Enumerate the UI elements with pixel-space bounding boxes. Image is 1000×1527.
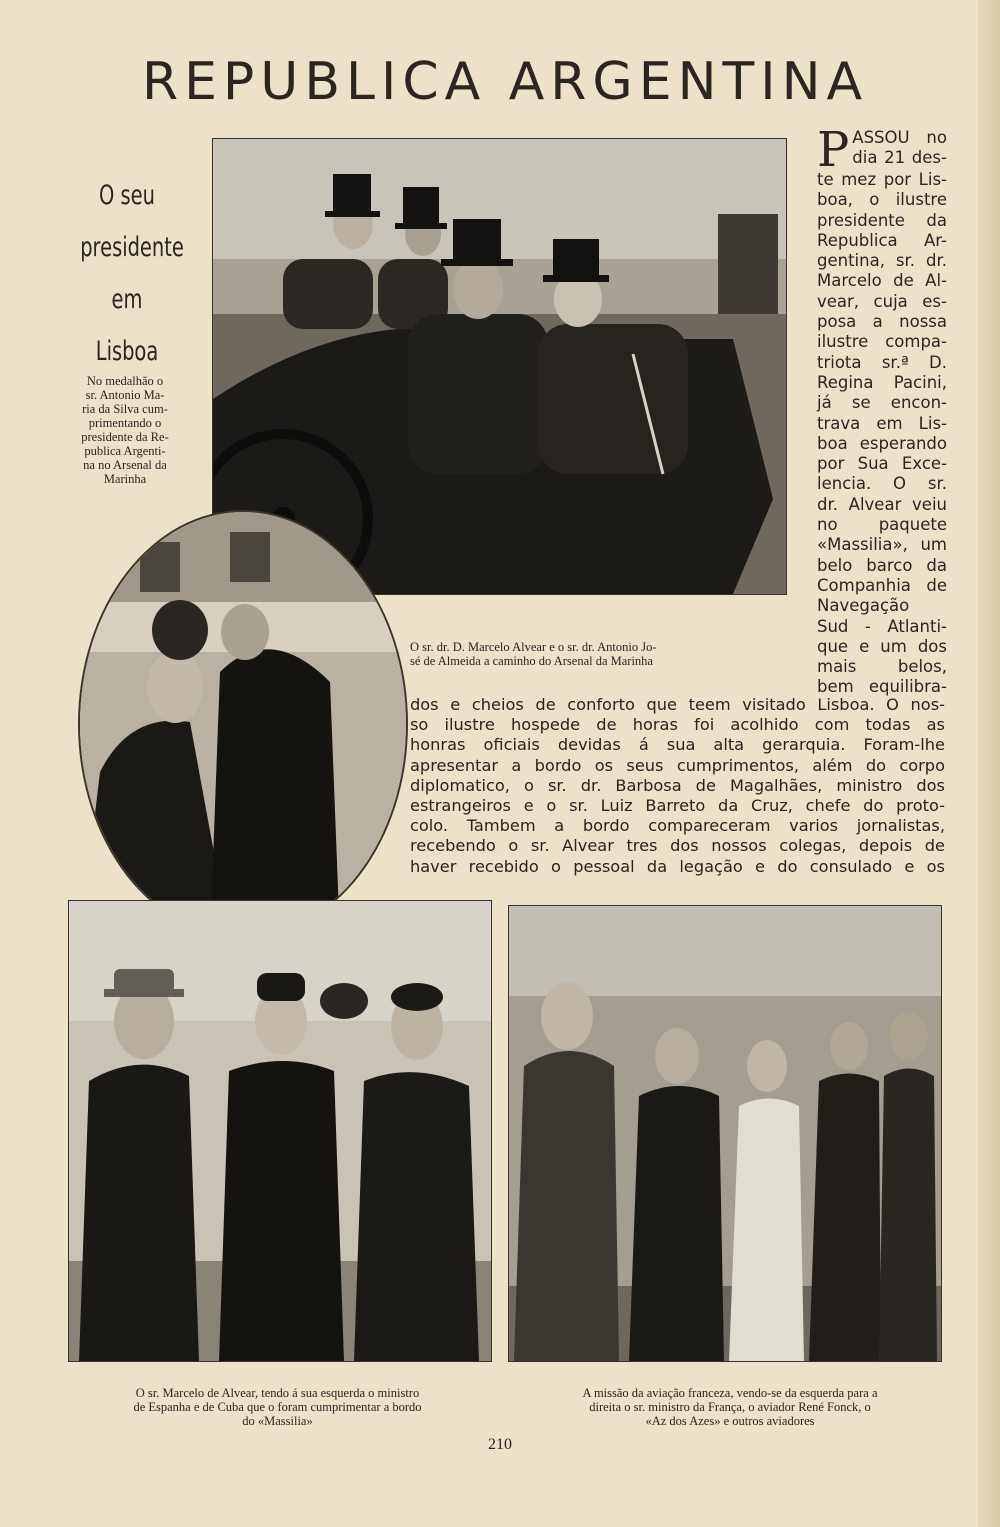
aviators-caption bbox=[515, 1386, 945, 1428]
ministers-photo bbox=[68, 900, 492, 1362]
article-line: diplomatico, o sr. dr. Barbosa de Magalhães, ministro dos bbox=[410, 775, 945, 795]
article-line: Companhia de bbox=[817, 575, 947, 595]
article-line: «Massilia», um bbox=[817, 535, 947, 555]
dropcap: P bbox=[817, 122, 850, 178]
aviators-photo-art bbox=[509, 906, 941, 1361]
article-line: que e um dos bbox=[817, 636, 947, 656]
article-line: lencia. O sr. bbox=[817, 474, 947, 494]
page-edge bbox=[978, 0, 1000, 1527]
article-line: já se encon- bbox=[817, 393, 947, 413]
article-line: no paquete bbox=[817, 515, 947, 535]
article-line: Regina Pacini, bbox=[817, 372, 947, 392]
page-number: 210 bbox=[488, 1436, 512, 1453]
subtitle-line: em Lisboa bbox=[95, 284, 159, 367]
article-line: Republica Ar- bbox=[817, 230, 947, 250]
article-line: Sud - Atlanti- bbox=[817, 616, 947, 636]
article-line: bem equilibra- bbox=[817, 677, 947, 697]
article-line: belo barco da bbox=[817, 555, 947, 575]
caption-line: de Espanha e de Cuba que o foram cumprimentar a bordo bbox=[133, 1400, 422, 1414]
caption-line: ria da Silva cum- bbox=[82, 402, 168, 416]
caption-line: direita o sr. ministro da França, o aviador René Fonck, o bbox=[589, 1400, 871, 1414]
caption-line: na no Arsenal da bbox=[83, 458, 167, 472]
article-line: gentina, sr. dr. bbox=[817, 251, 947, 271]
caption-line: primentando o bbox=[88, 416, 162, 430]
article-line: dos e cheios de conforto que teem visitado Lisboa. O nos- bbox=[410, 695, 945, 714]
article-line: trava em Lis- bbox=[817, 413, 947, 433]
subtitle bbox=[80, 170, 184, 378]
article-line: vear, cuja es- bbox=[817, 291, 947, 311]
aviators-photo bbox=[508, 905, 942, 1362]
article-line: dia 21 des- bbox=[852, 148, 947, 168]
article-line: Marcelo de Al- bbox=[817, 271, 947, 291]
caption-line: publica Argenti- bbox=[84, 444, 166, 458]
article-line: haver recebido o pessoal da legação e do consulado e os bbox=[410, 856, 945, 876]
article-line: dr. Alvear veiu bbox=[817, 494, 947, 514]
article-line: honras oficiais devidas á sua alta gerarquia. Foram-lhe bbox=[410, 735, 945, 755]
article-line: boa esperando bbox=[817, 433, 947, 453]
article-line: recebendo o sr. Alvear tres dos nossos colegas, depois de bbox=[410, 836, 945, 856]
caption-line: Marinha bbox=[103, 472, 147, 486]
carriage-caption bbox=[410, 640, 795, 668]
caption-line: No medalhão o bbox=[86, 374, 164, 388]
article-line: por Sua Exce- bbox=[817, 454, 947, 474]
ministers-caption bbox=[60, 1386, 495, 1428]
article-body bbox=[410, 695, 945, 877]
caption-line: «Az dos Azes» e outros aviadores bbox=[645, 1414, 815, 1428]
medallion-photo-art bbox=[80, 512, 408, 938]
article-line: apresentar a bordo os seus cumprimentos, além do corpo bbox=[410, 755, 945, 775]
page-title: REPUBLICA ARGENTINA bbox=[141, 52, 869, 112]
article-line: presidente da bbox=[817, 210, 947, 230]
medallion-photo bbox=[78, 510, 408, 938]
article-line: colo. Tambem a bordo compareceram varios jornalistas, bbox=[410, 816, 945, 836]
caption-line: O sr. Marcelo de Alvear, tendo á sua esquerda o ministro bbox=[135, 1386, 420, 1400]
article-line: estrangeiros e o sr. Luiz Barreto da Cruz, chefe do proto- bbox=[410, 796, 945, 816]
article-line: ilustre compa- bbox=[817, 332, 947, 352]
caption-line: sé de Almeida a caminho do Arsenal da Marinha bbox=[410, 654, 653, 668]
caption-line: do «Massilia» bbox=[242, 1414, 313, 1428]
article-line: Navegação bbox=[817, 596, 910, 616]
article-line: posa a nossa bbox=[817, 312, 947, 332]
article-line: mais belos, bbox=[817, 657, 947, 677]
caption-line: presidente da Re- bbox=[81, 430, 169, 444]
subtitle-line: presidente bbox=[80, 232, 184, 263]
medallion-caption bbox=[66, 374, 184, 486]
article-line: boa, o ilustre bbox=[817, 190, 947, 210]
caption-line: sr. Antonio Ma- bbox=[85, 388, 165, 402]
article-line: te mez por Lis- bbox=[817, 170, 947, 189]
article-line: ASSOU no bbox=[852, 128, 947, 147]
article-line: so ilustre hospede de horas foi acolhido com todas as bbox=[410, 715, 945, 735]
caption-line: A missão da aviação franceza, vendo-se da esquerda para a bbox=[582, 1386, 878, 1400]
caption-line: O sr. dr. D. Marcelo Alvear e o sr. dr. Antonio Jo- bbox=[410, 640, 657, 654]
subtitle-line: O seu bbox=[99, 180, 155, 211]
ministers-photo-art bbox=[69, 901, 491, 1361]
article-line: triota sr.ª D. bbox=[817, 352, 947, 372]
article-right-column bbox=[817, 122, 947, 698]
